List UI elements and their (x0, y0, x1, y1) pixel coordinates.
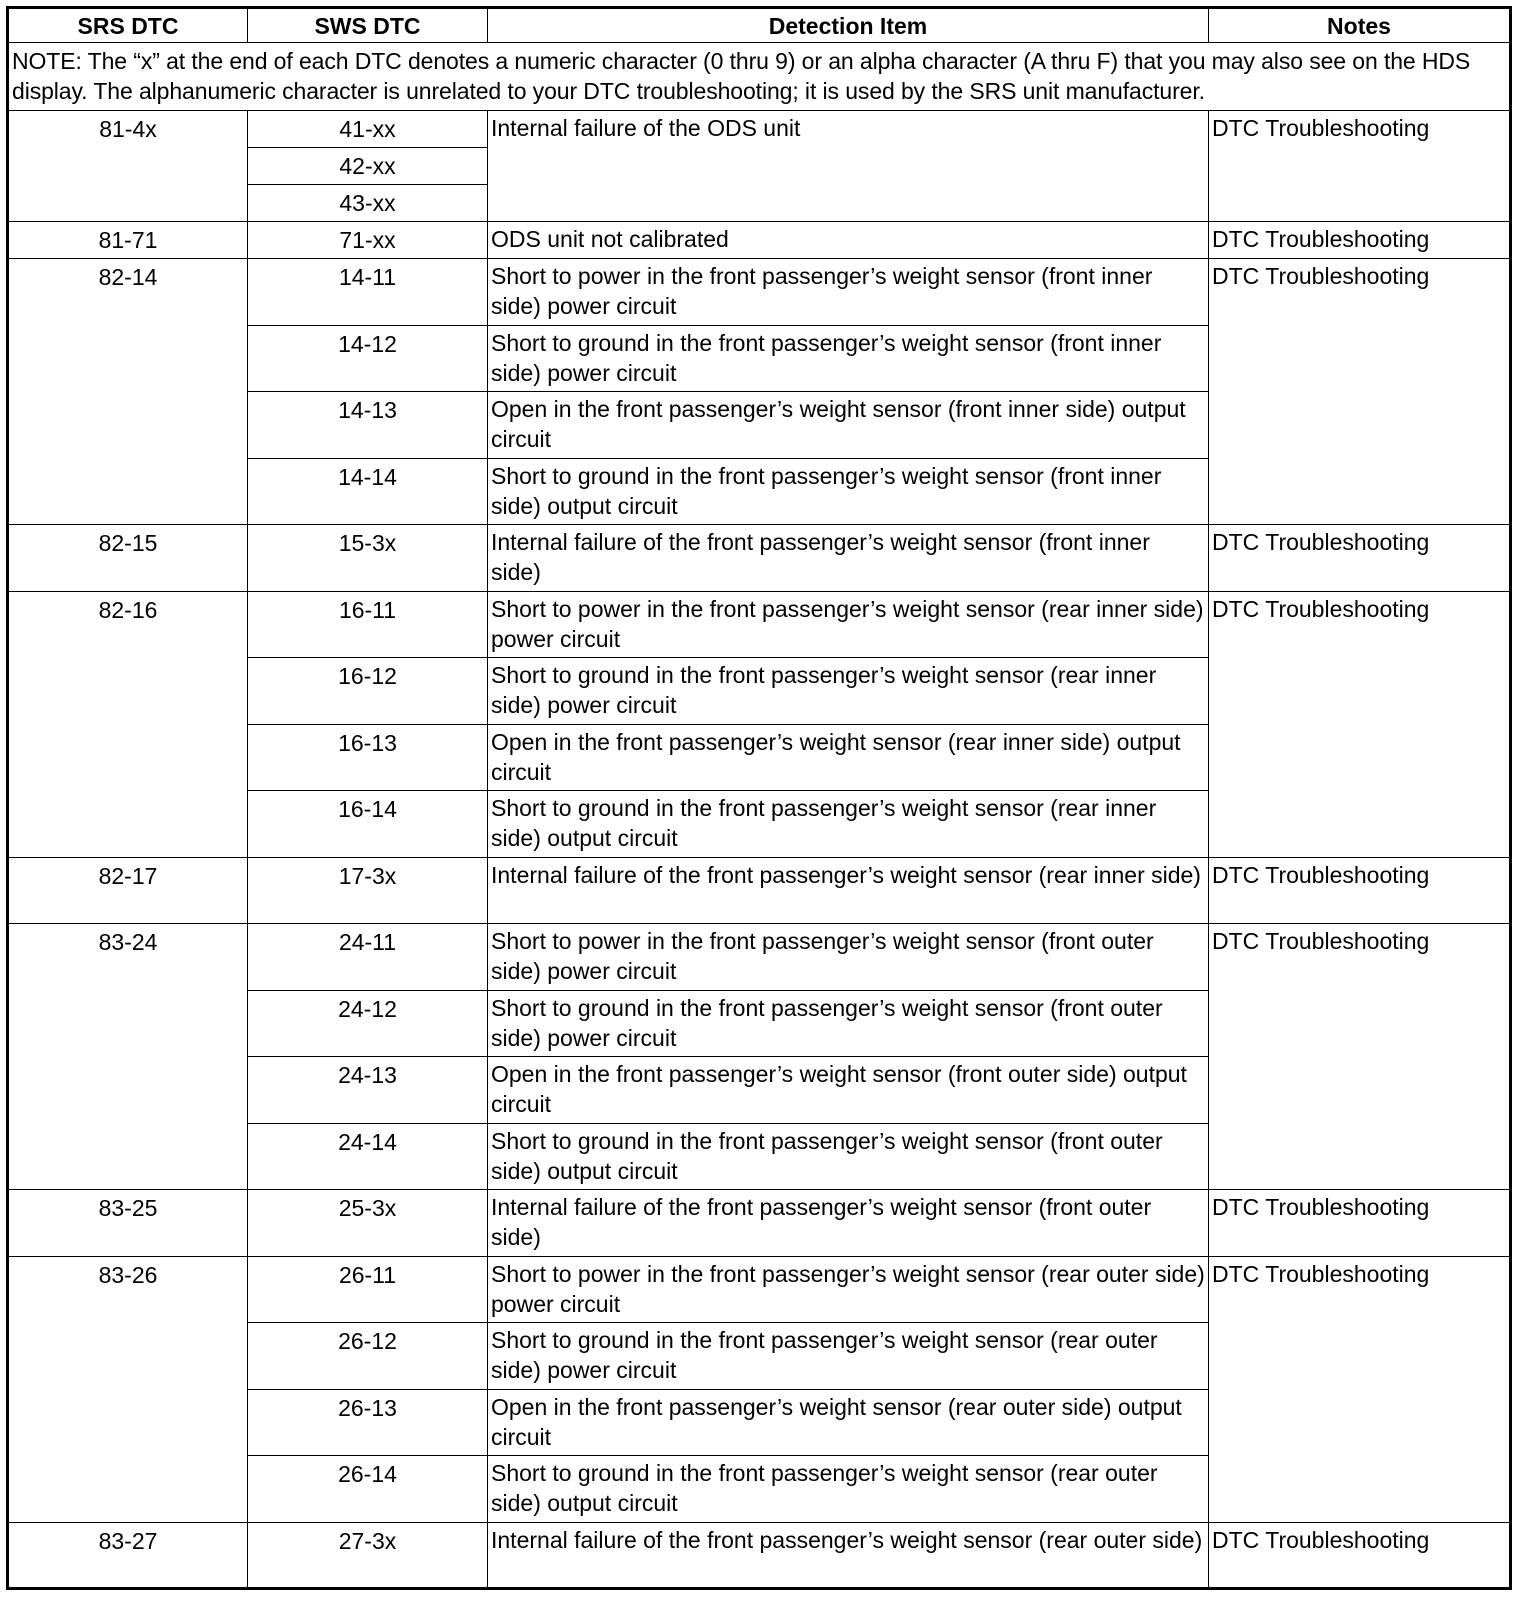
detection-item-cell: Short to power in the front passenger’s weight sensor (front inner side) power circuit (488, 259, 1209, 326)
detection-item-cell: ODS unit not calibrated (488, 222, 1209, 259)
detection-item-cell: Short to ground in the front passenger’s weight sensor (rear inner side) power circuit (488, 658, 1209, 725)
sws-dtc-cell: 17-3x (248, 857, 488, 924)
table-row (8, 222, 1511, 259)
srs-dtc-cell: 83-27 (8, 1522, 248, 1589)
detection-item-cell: Open in the front passenger’s weight sensor (front inner side) output circuit (488, 392, 1209, 459)
detection-item-cell: Internal failure of the front passenger’s weight sensor (rear outer side) (488, 1522, 1209, 1589)
sws-dtc-cell: 14-13 (248, 392, 488, 459)
sws-dtc-cell: 26-12 (248, 1323, 488, 1390)
sws-dtc-cell: 14-12 (248, 325, 488, 392)
table-row (8, 525, 1511, 592)
notes-cell: DTC Troubleshooting (1209, 1522, 1511, 1589)
table-row (8, 591, 1511, 658)
sws-dtc-cell: 14-11 (248, 259, 488, 326)
srs-dtc-cell: 82-15 (8, 525, 248, 592)
notes-cell: DTC Troubleshooting (1209, 1256, 1511, 1522)
detection-item-cell: Short to ground in the front passenger’s weight sensor (front inner side) power circuit (488, 325, 1209, 392)
header-sws-dtc: SWS DTC (248, 8, 488, 43)
notes-cell: DTC Troubleshooting (1209, 111, 1511, 222)
sws-dtc-cell: 16-11 (248, 591, 488, 658)
notes-cell: DTC Troubleshooting (1209, 857, 1511, 924)
sws-dtc-cell: 16-12 (248, 658, 488, 725)
dtc-table (6, 6, 1512, 1590)
srs-dtc-cell: 81-4x (8, 111, 248, 222)
sws-dtc-cell: 24-14 (248, 1123, 488, 1190)
sws-dtc-cell: 27-3x (248, 1522, 488, 1589)
srs-dtc-cell: 83-25 (8, 1190, 248, 1257)
srs-dtc-cell: 82-16 (8, 591, 248, 857)
note-row (8, 43, 1511, 111)
detection-item-cell: Short to ground in the front passenger’s weight sensor (front inner side) output circuit (488, 458, 1209, 525)
detection-item-cell: Open in the front passenger’s weight sensor (rear inner side) output circuit (488, 724, 1209, 791)
sws-dtc-cell: 26-13 (248, 1389, 488, 1456)
detection-item-cell: Open in the front passenger’s weight sensor (front outer side) output circuit (488, 1057, 1209, 1124)
srs-dtc-cell: 82-17 (8, 857, 248, 924)
srs-dtc-cell: 83-24 (8, 924, 248, 1190)
detection-item-cell: Short to power in the front passenger’s weight sensor (front outer side) power circuit (488, 924, 1209, 991)
detection-item-cell: Internal failure of the front passenger’s weight sensor (front inner side) (488, 525, 1209, 592)
sws-dtc-cell: 16-13 (248, 724, 488, 791)
sws-dtc-cell: 24-13 (248, 1057, 488, 1124)
detection-item-cell: Short to power in the front passenger’s weight sensor (rear outer side) power circuit (488, 1256, 1209, 1323)
header-row (8, 8, 1511, 43)
sws-dtc-cell: 26-11 (248, 1256, 488, 1323)
notes-cell: DTC Troubleshooting (1209, 525, 1511, 592)
sws-dtc-cell: 24-12 (248, 990, 488, 1057)
detection-item-cell: Short to ground in the front passenger’s weight sensor (rear outer side) power circuit (488, 1323, 1209, 1390)
detection-item-cell: Short to ground in the front passenger’s weight sensor (rear inner side) output circuit (488, 791, 1209, 858)
table-row (8, 1522, 1511, 1589)
sws-dtc-cell: 25-3x (248, 1190, 488, 1257)
srs-dtc-cell: 83-26 (8, 1256, 248, 1522)
header-srs-dtc: SRS DTC (8, 8, 248, 43)
table-row (8, 1190, 1511, 1257)
srs-dtc-cell: 81-71 (8, 222, 248, 259)
detection-item-cell: Internal failure of the front passenger’s weight sensor (rear inner side) (488, 857, 1209, 924)
sws-dtc-cell: 14-14 (248, 458, 488, 525)
header-detection-item: Detection Item (488, 8, 1209, 43)
sws-dtc-cell: 26-14 (248, 1456, 488, 1523)
notes-cell: DTC Troubleshooting (1209, 259, 1511, 525)
sws-dtc-cell: 41-xx (248, 111, 488, 148)
notes-cell: DTC Troubleshooting (1209, 591, 1511, 857)
sws-dtc-cell: 16-14 (248, 791, 488, 858)
table-row (8, 1256, 1511, 1323)
notes-cell: DTC Troubleshooting (1209, 222, 1511, 259)
table-row (8, 111, 1511, 148)
detection-item-cell: Short to ground in the front passenger’s weight sensor (front outer side) output circuit (488, 1123, 1209, 1190)
detection-item-cell: Internal failure of the front passenger’s weight sensor (front outer side) (488, 1190, 1209, 1257)
table-header (8, 8, 1511, 111)
header-notes: Notes (1209, 8, 1511, 43)
notes-cell: DTC Troubleshooting (1209, 924, 1511, 1190)
sws-dtc-cell: 24-11 (248, 924, 488, 991)
table-row (8, 259, 1511, 326)
table-body (8, 111, 1511, 1589)
sws-dtc-cell: 71-xx (248, 222, 488, 259)
sws-dtc-cell: 15-3x (248, 525, 488, 592)
detection-item-cell: Short to ground in the front passenger’s weight sensor (rear outer side) output circuit (488, 1456, 1209, 1523)
detection-item-cell: Internal failure of the ODS unit (488, 111, 1209, 222)
detection-item-cell: Short to ground in the front passenger’s weight sensor (front outer side) power circuit (488, 990, 1209, 1057)
notes-cell: DTC Troubleshooting (1209, 1190, 1511, 1257)
detection-item-cell: Short to power in the front passenger’s weight sensor (rear inner side) power circuit (488, 591, 1209, 658)
sws-dtc-cell: 43-xx (248, 185, 488, 222)
note-text: NOTE: The “x” at the end of each DTC denotes a numeric character (0 thru 9) or an alpha character (A thru F) that you may also see on the HDS display. The alphanumeric character is unrelated to your DTC troubleshooting; it is used by the SRS unit manufacturer. (8, 43, 1511, 111)
sws-dtc-cell: 42-xx (248, 148, 488, 185)
table-row (8, 857, 1511, 924)
table-row (8, 924, 1511, 991)
detection-item-cell: Open in the front passenger’s weight sensor (rear outer side) output circuit (488, 1389, 1209, 1456)
srs-dtc-cell: 82-14 (8, 259, 248, 525)
